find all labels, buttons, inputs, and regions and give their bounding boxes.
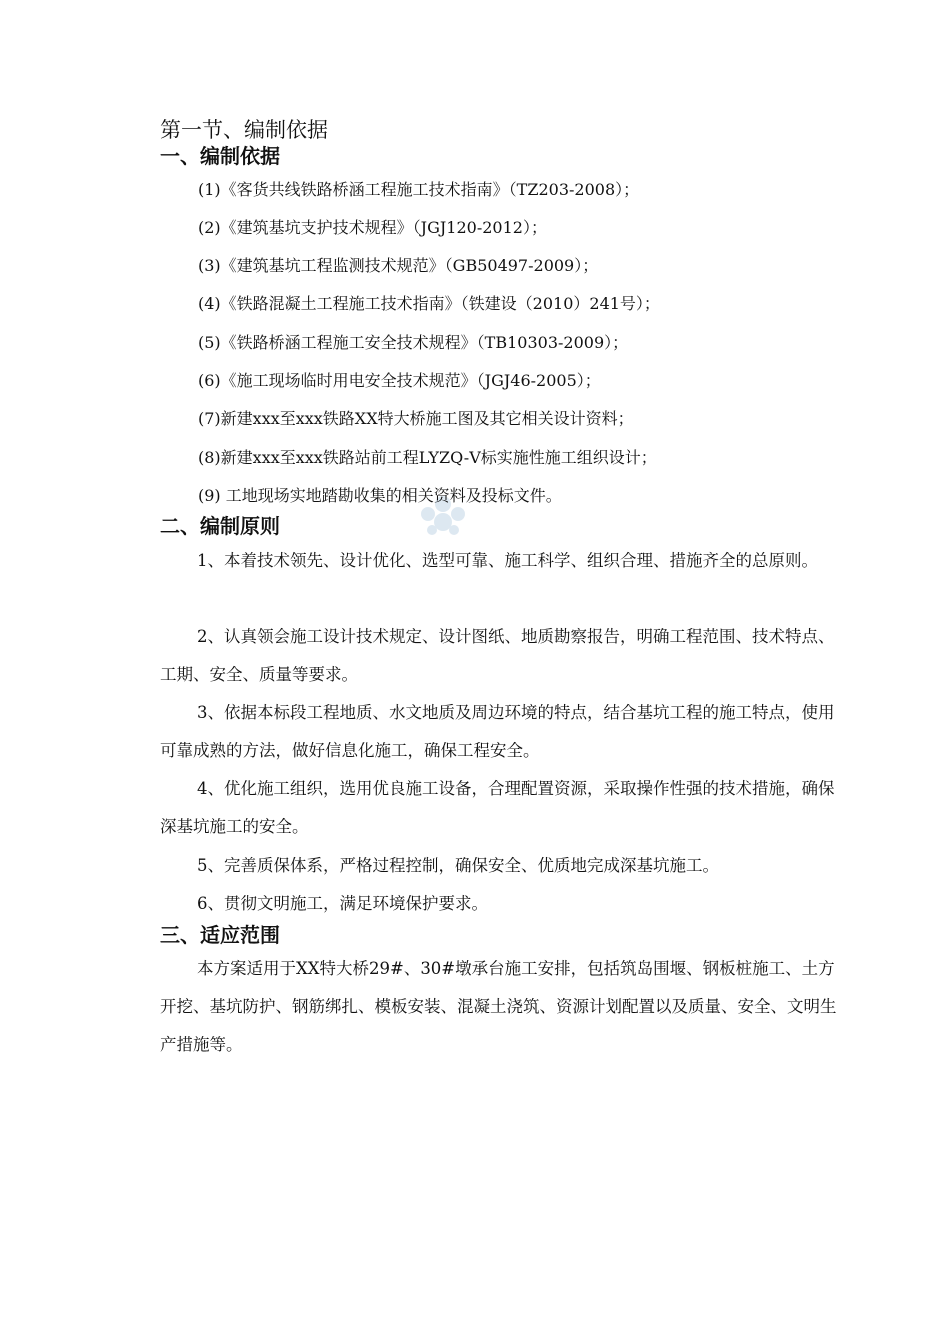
basis-item: (7)新建xxx至xxx铁路XX特大桥施工图及其它相关设计资料； [198,409,634,428]
basis-item: (4)《铁路混凝土工程施工技术指南》（铁建设（2010）241号）； [198,294,660,313]
basis-item: (3)《建筑基坑工程监测技术规范》（GB50497-2009）； [198,256,599,275]
basis-item: (2)《建筑基坑支护技术规程》（JGJ120-2012）； [198,218,547,237]
basis-item: (9) 工地现场实地踏勘收集的相关资料及投标文件。 [198,486,562,505]
principle-paragraph [160,885,850,923]
scope-text: 本方案适用于XX特大桥29#、30#墩承台施工安排，包括筑岛围堰、钢板桩施工、土方开挖、基坑防护、钢筋绑扎、模板安装、混凝土浇筑、资源计划配置以及质量、安全、文明生产措施等。 [160,959,837,1054]
basis-item: (5)《铁路桥涵工程施工安全技术规程》（TB10303-2009）； [198,333,629,352]
basis-heading: 一、编制依据 [160,144,280,168]
principle-paragraph [160,770,850,846]
principle-text: 6、贯彻文明施工，满足环境保护要求。 [197,894,488,913]
section-title: 第一节、编制依据 [160,118,328,142]
principles-heading: 二、编制原则 [160,514,280,538]
principle-paragraph [160,618,850,694]
principle-text: 2、认真领会施工设计技术规定、设计图纸、地质勘察报告，明确工程范围、技术特点、工期、安全、质量等要求。 [160,627,835,684]
basis-item: (8)新建xxx至xxx铁路站前工程LYZQ-Ⅴ标实施性施工组织设计； [198,448,657,467]
principle-paragraph [160,542,850,580]
scope-heading: 三、适应范围 [160,923,280,947]
principle-paragraph [160,847,850,885]
principle-paragraph [160,694,850,770]
basis-item: (1)《客货共线铁路桥涵工程施工技术指南》（TZ203-2008）； [198,180,640,199]
principle-text: 5、完善质保体系，严格过程控制，确保安全、优质地完成深基坑施工。 [197,856,719,875]
principle-text: 3、依据本标段工程地质、水文地质及周边环境的特点，结合基坑工程的施工特点，使用可靠成熟的方法，做好信息化施工，确保工程安全。 [160,703,835,760]
scope-paragraph [160,950,850,1064]
basis-item: (6)《施工现场临时用电安全技术规范》（JGJ46-2005）； [198,371,601,390]
principle-text: 4、优化施工组织，选用优良施工设备，合理配置资源，采取操作性强的技术措施，确保深基坑施工的安全。 [160,779,835,836]
principle-text: 1、本着技术领先、设计优化、选型可靠、施工科学、组织合理、措施齐全的总原则。 [197,551,818,570]
